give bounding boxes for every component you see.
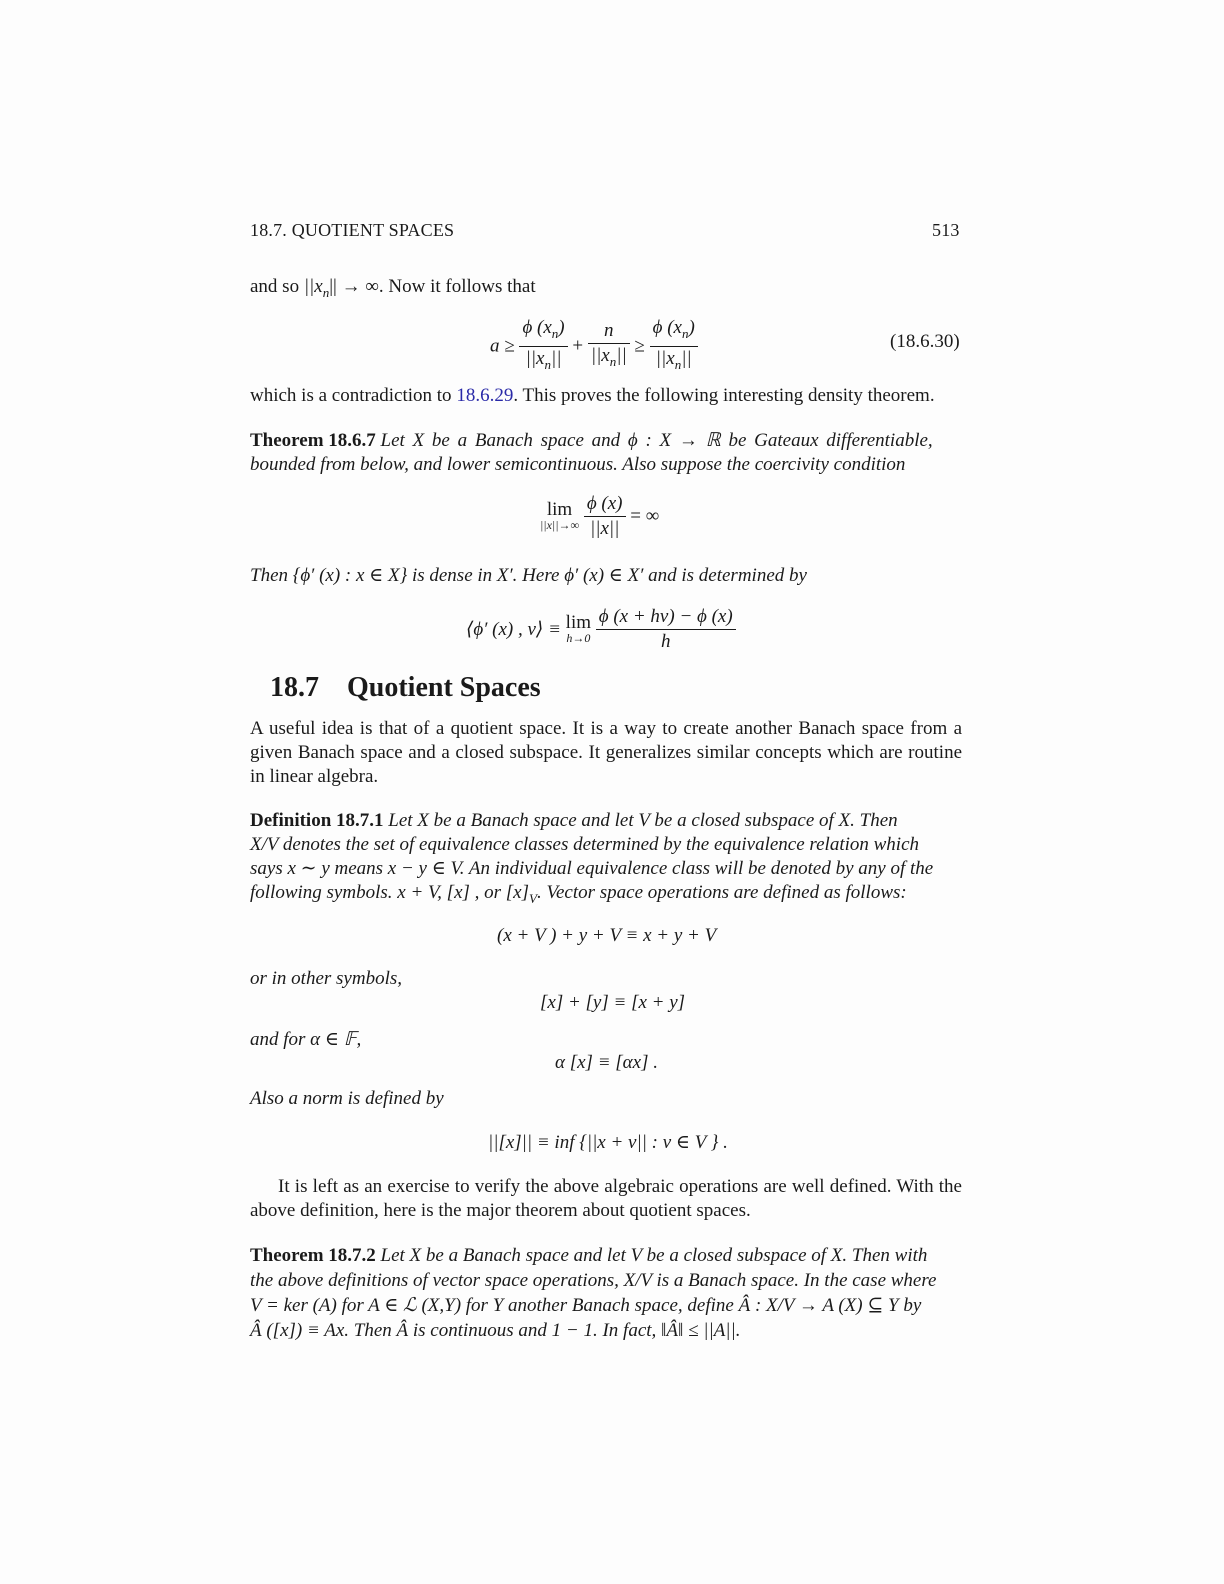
text: which is a contradiction to [250, 385, 457, 406]
text: and so [250, 276, 304, 297]
paragraph-intro [250, 276, 536, 301]
theorem-text: Â ([x]) ≡ Ax. Then Â is continuous and 1 − 1. In fact, ‖Â‖ ≤ ||A||. [250, 1320, 741, 1341]
definition-text: X/V denotes the set of equivalence classes determined by the equivalence relation which [250, 834, 920, 855]
page-number: 513 [932, 220, 960, 240]
theorem-text: the above definitions of vector space operations, X/V is a Banach space. In the case where [250, 1270, 937, 1291]
text-scalar-field: and for α ∈ 𝔽, [250, 1029, 362, 1050]
ge-sign: ≥ [634, 335, 645, 357]
coercivity-equation [540, 492, 659, 541]
definition-text: Let X be a Banach space and let V be a closed subspace of X. Then [388, 810, 898, 831]
theorem-label: Theorem 18.6.7 [250, 430, 376, 451]
theorem-text: Let X be a Banach space and let V be a closed subspace of X. Then with [380, 1245, 928, 1266]
paragraph-contradiction [250, 385, 935, 407]
section-title: Quotient Spaces [347, 672, 541, 703]
theorem-18-7-2 [250, 1243, 962, 1343]
limit-operator: lim h→0 [565, 612, 592, 645]
fraction: $\frac{\phi (x + hv) - \phi (x)}{h}$ [596, 605, 736, 654]
eq-rhs: = ∞ [630, 505, 660, 527]
subscript: n [322, 284, 330, 300]
definition-text: says x ∼ y means x − y ∈ V. An individual equivalence class will be denoted by any of the [250, 858, 934, 879]
derivative-definition-equation [466, 605, 736, 654]
equation-scalar-mult: α [x] ≡ [αx] . [555, 1052, 658, 1073]
theorem-label: Theorem 18.7.2 [250, 1245, 376, 1266]
fraction-n-over-norm: $\frac{n}{||x_n||}$ [588, 319, 630, 374]
theorem-conclusion: Then {ϕ′ (x) : x ∈ X} is dense in X′. Here ϕ′ (x) ∈ X′ and is determined by [250, 565, 807, 586]
fraction: $\frac{\phi (x)}{||x||}$ [584, 492, 626, 541]
theorem-text: bounded from below, and lower semicontinuous. Also suppose the coercivity condition [250, 454, 906, 475]
subscript: V [529, 890, 537, 906]
definition-text: following symbols. x + V, [x] , or [x] [250, 882, 530, 903]
running-header-left: 18.7. QUOTIENT SPACES [250, 220, 455, 240]
text: || → ∞. Now it follows that [329, 276, 536, 297]
equation-quotient-norm: ||[x]|| ≡ inf {||x + v|| : v ∈ V } . [488, 1132, 728, 1153]
equation-reference-link[interactable]: 18.6.29 [456, 385, 514, 406]
plus-sign: + [572, 335, 584, 357]
paragraph-quotient-intro: A useful idea is that of a quotient space. It is a way to create another Banach space from a given Banach space and a closed subspace. It generalizes similar concepts which are routine in linear algebra. [250, 718, 962, 787]
fraction-phi-over-norm-2: $\frac{\phi (x_n)}{||x_n||}$ [650, 316, 698, 377]
text-other-symbols: or in other symbols, [250, 968, 402, 989]
definition-text: . Vector space operations are defined as follows: [536, 882, 907, 903]
paragraph-exercise: It is left as an exercise to verify the above algebraic operations are well defined. With the above definition, here is the major theorem about quotient spaces. [250, 1176, 962, 1221]
text: . This proves the following interesting density theorem. [513, 385, 935, 406]
equation-coset-addition: (x + V ) + y + V ≡ x + y + V [497, 925, 717, 946]
section-number: 18.7 [270, 672, 319, 703]
eq-lhs: ⟨ϕ′ (x) , v⟩ ≡ [466, 619, 561, 640]
eq-lhs: a ≥ [490, 335, 515, 357]
definition-18-7-1 [250, 809, 962, 911]
theorem-text: V = ker (A) for A ∈ ℒ (X,Y) for Y another Banach space, define Â : X/V → A (X) ⊆ Y by [250, 1295, 922, 1316]
theorem-18-6-7 [250, 429, 962, 477]
equation-number: (18.6.30) [890, 331, 960, 352]
text-norm-defined: Also a norm is defined by [250, 1088, 444, 1109]
section-heading [270, 672, 541, 704]
equation-class-addition: [x] + [y] ≡ [x + y] [540, 992, 686, 1013]
norm-text: ||x [303, 276, 323, 297]
fraction-phi-over-norm: $\frac{\phi (x_n)}{||x_n||}$ [519, 316, 567, 377]
equation-18-6-30 [490, 316, 698, 377]
definition-label: Definition 18.7.1 [250, 810, 384, 831]
limit-operator: lim ||x||→∞ [540, 499, 580, 532]
theorem-text: Let X be a Banach space and ϕ : X → ℝ be Gateaux differentiable, [380, 430, 933, 451]
